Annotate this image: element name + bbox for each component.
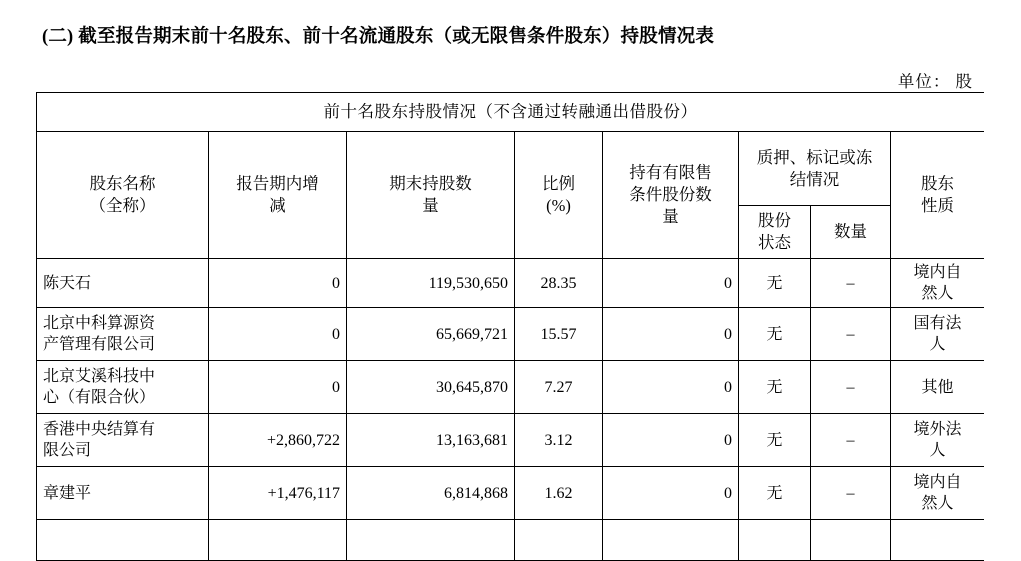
table-caption-row — [37, 93, 985, 132]
cell-empty — [891, 520, 985, 561]
cell-shareholder-name — [37, 467, 209, 520]
cell-empty — [811, 520, 891, 561]
page-title: (二) 截至报告期末前十名股东、前十名流通股东（或无限售条件股东）持股情况表 — [42, 27, 715, 47]
cell-end-holding: 6,814,868 — [347, 467, 515, 520]
cell-nature — [891, 414, 985, 467]
cell-nature — [891, 467, 985, 520]
cell-end-holding: 30,645,870 — [347, 361, 515, 414]
nature-line-1: 国有法 — [913, 315, 962, 333]
header-change-line2: 减 — [269, 196, 286, 215]
nature-line-2: 然人 — [921, 495, 954, 513]
shareholder-name-line: 产管理有限公司 — [43, 336, 156, 354]
cell-ratio: 28.35 — [515, 259, 603, 308]
cell-quantity: – — [811, 414, 891, 467]
header-pledge-group-line1: 质押、标记或冻 — [756, 147, 873, 167]
cell-empty — [515, 520, 603, 561]
cell-change: 0 — [209, 308, 347, 361]
cell-shareholder-name — [37, 414, 209, 467]
cell-end-holding: 13,163,681 — [347, 414, 515, 467]
shareholder-name-line: 章建平 — [43, 484, 92, 502]
nature-line-2: 人 — [929, 336, 946, 354]
unit-label: 单位： 股 — [897, 72, 973, 91]
cell-share-status: 无 — [739, 259, 811, 308]
cell-ratio: 1.62 — [515, 467, 603, 520]
cell-nature — [891, 259, 985, 308]
cell-share-status: 无 — [739, 467, 811, 520]
cell-quantity: – — [811, 259, 891, 308]
header-change-in-period — [209, 132, 347, 259]
cell-change: 0 — [209, 259, 347, 308]
cell-change: 0 — [209, 361, 347, 414]
cell-share-status: 无 — [739, 361, 811, 414]
table-row-partial — [37, 520, 985, 561]
cell-empty — [347, 520, 515, 561]
cell-empty — [739, 520, 811, 561]
header-ratio — [515, 132, 603, 259]
cell-quantity: – — [811, 361, 891, 414]
header-share-status — [739, 206, 811, 259]
nature-line-1: 其他 — [921, 378, 954, 396]
shareholding-table — [36, 92, 984, 561]
header-ratio-line2: (%) — [546, 196, 571, 215]
cell-shareholder-name — [37, 361, 209, 414]
header-end-holding-line2: 量 — [422, 196, 439, 215]
cell-ratio: 7.27 — [515, 361, 603, 414]
cell-share-status: 无 — [739, 414, 811, 467]
header-change-line1: 报告期内增 — [236, 174, 319, 194]
cell-restricted: 0 — [603, 414, 739, 467]
table-row — [37, 308, 985, 361]
cell-end-holding: 119,530,650 — [347, 259, 515, 308]
cell-shareholder-name — [37, 308, 209, 361]
header-shareholder-nature — [891, 132, 985, 259]
header-nature-line1: 股东 — [921, 174, 954, 194]
header-shareholder-name — [37, 132, 209, 259]
shareholder-name-line: 北京艾溪科技中 — [43, 368, 156, 386]
cell-restricted: 0 — [603, 259, 739, 308]
shareholder-name-line: 心（有限合伙） — [43, 389, 156, 407]
table-caption: 前十名股东持股情况（不含通过转融通出借股份） — [37, 93, 985, 132]
header-restricted-line1: 持有有限售 — [629, 163, 712, 183]
cell-empty — [37, 520, 209, 561]
cell-share-status: 无 — [739, 308, 811, 361]
nature-line-1: 境外法 — [913, 421, 962, 439]
cell-change: +1,476,117 — [209, 467, 347, 520]
cell-nature — [891, 308, 985, 361]
header-end-holding-line1: 期末持股数 — [389, 174, 472, 194]
header-pledge-group — [739, 132, 891, 206]
shareholder-name-line: 限公司 — [43, 442, 92, 460]
nature-line-2: 人 — [929, 442, 946, 460]
table-header-row-1 — [37, 132, 985, 206]
shareholder-name-line: 香港中央结算有 — [43, 421, 156, 439]
nature-line-2: 然人 — [921, 285, 954, 303]
table-row — [37, 414, 985, 467]
cell-quantity: – — [811, 308, 891, 361]
header-shareholder-name-line1: 股东名称 — [89, 174, 156, 194]
header-pledge-group-line2: 结情况 — [789, 169, 840, 189]
cell-change: +2,860,722 — [209, 414, 347, 467]
cell-restricted: 0 — [603, 308, 739, 361]
cell-empty — [603, 520, 739, 561]
table-row — [37, 259, 985, 308]
cell-shareholder-name — [37, 259, 209, 308]
shareholding-table-container — [36, 92, 984, 561]
header-quantity: 数量 — [811, 206, 891, 259]
cell-empty — [209, 520, 347, 561]
header-share-status-line1: 股份 — [758, 211, 791, 231]
nature-line-1: 境内自 — [913, 264, 962, 281]
shareholder-name-line: 陈天石 — [43, 274, 92, 292]
table-row — [37, 467, 985, 520]
header-nature-line2: 性质 — [921, 196, 954, 215]
cell-restricted: 0 — [603, 361, 739, 414]
cell-ratio: 3.12 — [515, 414, 603, 467]
cell-nature — [891, 361, 985, 414]
header-ratio-line1: 比例 — [542, 174, 575, 194]
cell-restricted: 0 — [603, 467, 739, 520]
header-shareholder-name-line2: （全称） — [89, 196, 156, 215]
header-share-status-line2: 状态 — [758, 233, 791, 252]
header-restricted-shares — [603, 132, 739, 259]
cell-end-holding: 65,669,721 — [347, 308, 515, 361]
cell-ratio: 15.57 — [515, 308, 603, 361]
shareholder-name-line: 北京中科算源资 — [43, 315, 156, 333]
table-row — [37, 361, 985, 414]
header-end-holding — [347, 132, 515, 259]
header-restricted-line2: 条件股份数 — [629, 185, 712, 205]
nature-line-1: 境内自 — [913, 474, 962, 492]
header-restricted-line3: 量 — [662, 206, 679, 226]
cell-quantity: – — [811, 467, 891, 520]
